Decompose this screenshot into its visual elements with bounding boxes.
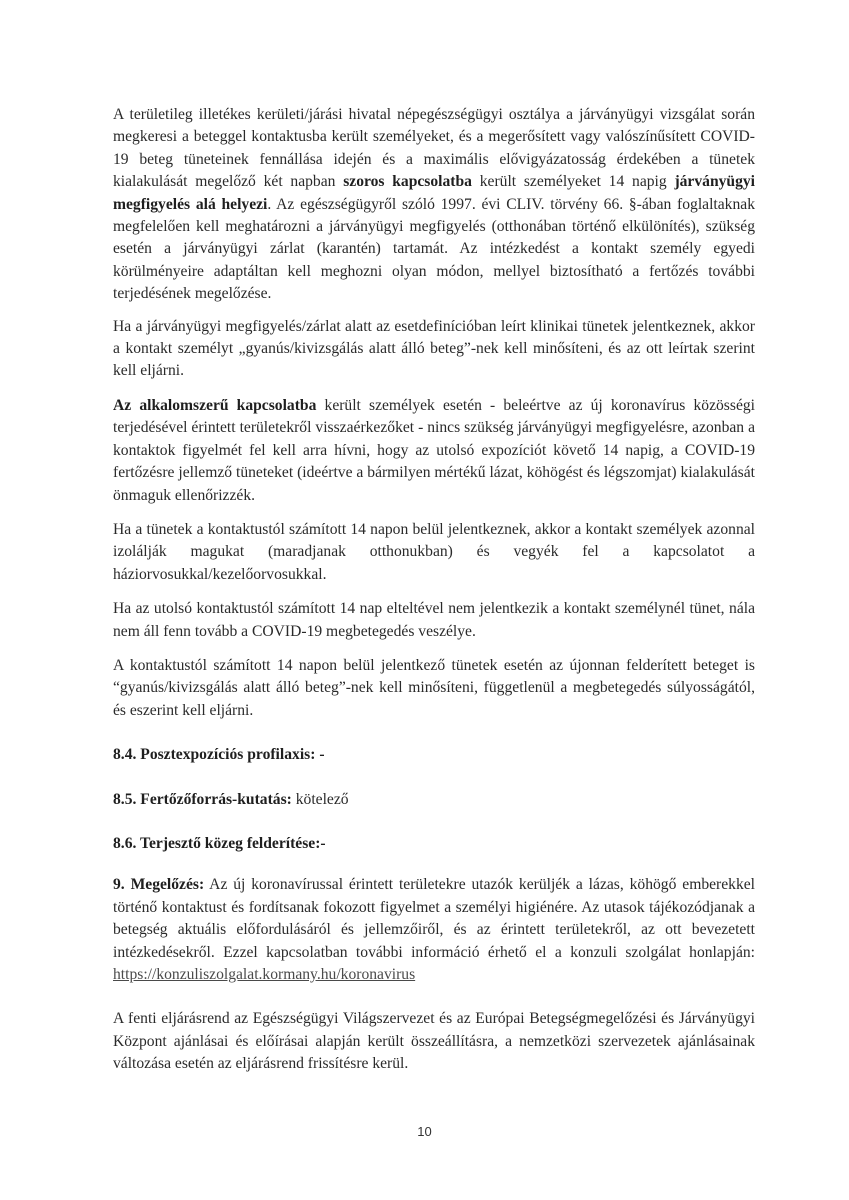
- document-page: [113, 104, 755, 1088]
- section-heading: 8.4. Posztexpozíciós profilaxis:: [113, 746, 316, 764]
- page-number: 10: [417, 1124, 432, 1139]
- paragraph-new-suspected-case: A kontaktustól számított 14 napon belül jelentkező tünetek esetén az újonnan felderített beteget is “gyanús/kivizsgálás alatt álló beteg”-nek kell minősíteni, függetlenül a megbetegedés súlyosságától, és eszerint kell eljárni.: [113, 656, 755, 719]
- text: A területileg illetékes kerületi/járási hivatal népegészségügyi osztálya a járványügyi vizsgálat során megkeresi a beteggel kontaktusba került személyeket, és a megerősített vagy valószínűsített COVID-19 beteg tüneteinek fennállása idején és a maximális elővigyázatosság érdekében a tünetek kialakulását megelőző két napban: [113, 106, 755, 191]
- consular-service-link[interactable]: https://konzuliszolgalat.kormany.hu/koronavirus: [113, 966, 416, 983]
- section-heading: 8.5. Fertőzőforrás-kutatás:: [113, 790, 292, 808]
- paragraph-who-ecdc-recommendations: A fenti eljárásrend az Egészségügyi Világszervezet és az Európai Betegségmegelőzési és Járványügyi Központ ajánlásai és előírásai alapján került összeállításra, a nemzetközi szervezetek ajánlásainak változása esetén az eljárásrend frissítésre kerül.: [113, 1010, 755, 1073]
- text: került személyeket 14 napig: [471, 173, 675, 191]
- section-8-6-vector-identification: [113, 833, 755, 855]
- section-value: kötelező: [291, 790, 349, 808]
- bold-text-casual-contact: Az alkalomszerű kapcsolatba: [113, 396, 317, 414]
- paragraph-casual-contact: [113, 395, 755, 507]
- section-9-prevention: [113, 874, 755, 986]
- paragraph-symptoms-during-surveillance: Ha a járványügyi megfigyelés/zárlat alatt az esetdefinícióban leírt klinikai tünetek jelentkeznek, akkor a kontakt személyt „gyanús/kivizsgálás alatt álló beteg”-nek kell minősíteni, és az ott leírtak szerint kell eljárni.: [113, 317, 755, 380]
- paragraph-self-isolation: Ha a tünetek a kontaktustól számított 14 napon belül jelentkeznek, akkor a kontakt személyek azonnal izolálják magukat (maradjanak otthonukban) és vegyék fel a kapcsolatot a háziorvosukkal/kezelőorvosukkal.: [113, 520, 755, 583]
- section-heading: 9. Megelőzés:: [113, 876, 205, 894]
- section-value: -: [320, 834, 326, 852]
- text: került személyek esetén - beleértve az új koronavírus közösségi terjedésével érintett területekről visszaérkezőket - nincs szükség járványügyi megfigyelésre, azonban a kontaktok figyelmét fel kell arra hívni, hogy az utolsó expozíciót követő 14 napig, a COVID-19 fertőzésre jellemző tüneteket (ideértve a bármilyen mértékű lázat, köhögést és légszomjat) kialakulását önmaguk ellenőrizzék.: [113, 396, 755, 504]
- bold-text-close-contact: szoros kapcsolatba: [343, 173, 472, 191]
- section-value: -: [315, 746, 325, 764]
- text: Az új koronavírussal érintett területekre utazók kerüljék a lázas, köhögő emberekkel történő kontaktust és fordítsanak fokozott figyelmet a személyi higiénére. Az utasok tájékozódjanak a betegség aktuális előfordulásáról és jellemzőiről, és az érintett területekről, az ott bevezetett intézkedésekről. Ezzel kapcsolatban további információ érhető el a konzuli szolgálat honlapján:: [113, 876, 756, 961]
- paragraph-contact-tracing: [113, 104, 755, 306]
- section-8-5-source-investigation: [113, 789, 755, 811]
- section-8-4-post-exposure-prophylaxis: [113, 744, 755, 766]
- bold-text-epidemiological-surveillance: járványügyi megfigyelés alá helyezi: [113, 173, 756, 213]
- section-heading: 8.6. Terjesztő közeg felderítése:: [113, 834, 321, 852]
- paragraph-no-risk-after-14-days: Ha az utolsó kontaktustól számított 14 nap elteltével nem jelentkezik a kontakt személynél tünet, nála nem áll fenn tovább a COVID-19 megbetegedés veszélye.: [113, 600, 755, 640]
- text: . Az egészségügyről szóló 1997. évi CLIV. törvény 66. §-ában foglaltaknak megfelelően kell meghatározni a járványügyi megfigyelés (otthonában történő elkülönítés), szükség esetén a járványügyi zárlat (karantén) tartamát. Az intézkedést a kontakt személy egyedi körülményeire adaptáltan kell meghozni olyan módon, mellyel biztosítható a fertőzés további terjedésének megelőzése.: [113, 195, 755, 303]
